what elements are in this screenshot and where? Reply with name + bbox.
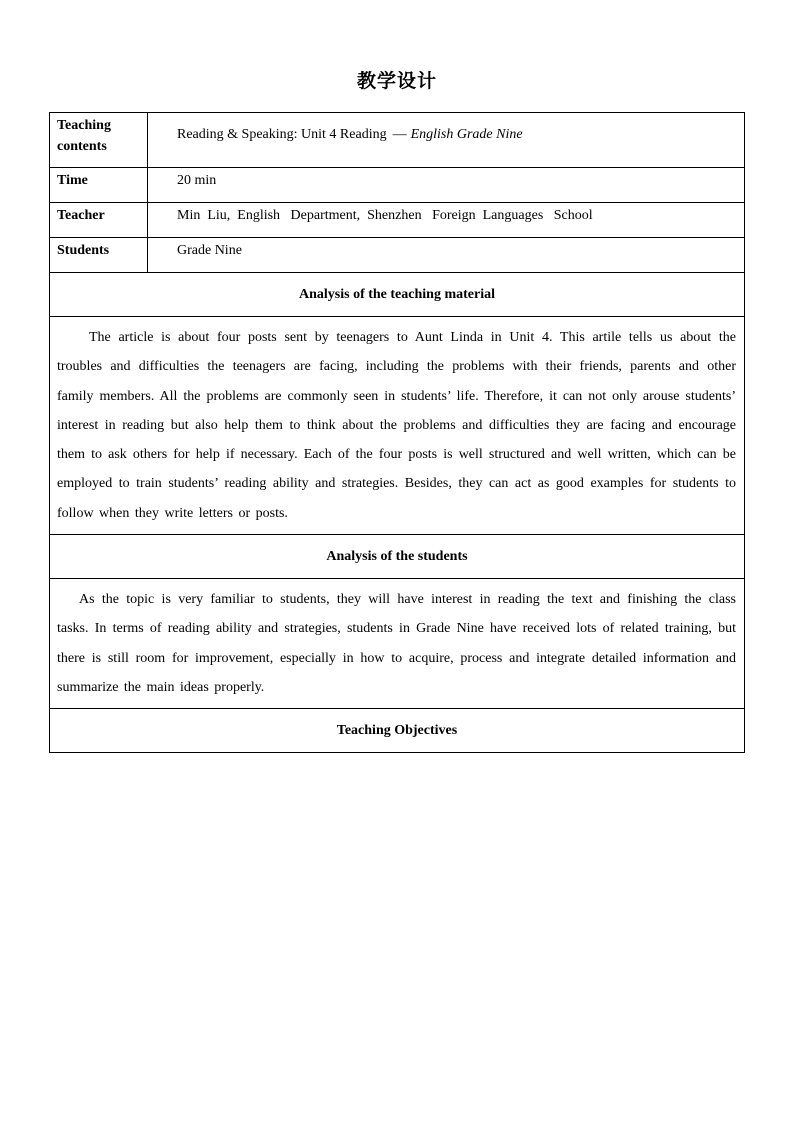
time-value: 20 min — [148, 168, 745, 203]
teaching-contents-dash: — — [392, 127, 407, 142]
students-analysis-cell — [50, 579, 745, 709]
table-row — [50, 203, 745, 238]
students-analysis-text: As the topic is very familiar to students, they will have interest in reading the text and finishing the class tasks. In terms of reading ability and strategies, students in Grade Nine have received lots of related training, but there is still room for improvement, especially in how to acquire, process and integrate detailed information and summarize the main ideas properly. — [57, 592, 736, 695]
document-title: 教学设计 — [356, 70, 437, 92]
teacher-value: Min Liu, English Department, Shenzhen Foreign Languages School — [148, 203, 745, 238]
lesson-plan-table — [49, 112, 745, 753]
teacher-label: Teacher — [50, 203, 148, 238]
teaching-contents-label: Teaching contents — [50, 113, 148, 168]
students-analysis-heading: Analysis of the students — [50, 535, 745, 579]
material-analysis-text: The article is about four posts sent by teenagers to Aunt Linda in Unit 4. This artile tells us about the troubles and difficulties the teenagers are facing, including the problems with their friends, parents and other family members. All the problems are commonly seen in students’ life. Therefore, it can not only arouse students’ interest in reading but also help them to think about the problems and difficulties they are facing and encourage them to ask others for help if necessary. Each of the four posts is well structured and well written, which can be employed to train students’ reading ability and strategies. Besides, they can act as good examples for students to follow when they write letters or posts. — [57, 330, 736, 521]
table-row — [50, 709, 745, 753]
table-row — [50, 238, 745, 273]
time-label: Time — [50, 168, 148, 203]
material-analysis-heading: Analysis of the teaching material — [50, 273, 745, 317]
table-row — [50, 579, 745, 709]
table-row — [50, 535, 745, 579]
table-row — [50, 168, 745, 203]
table-row — [50, 273, 745, 317]
teaching-contents-value — [148, 113, 745, 168]
teaching-contents-grade: English Grade Nine — [410, 127, 523, 142]
teaching-objectives-heading: Teaching Objectives — [50, 709, 745, 753]
students-label: Students — [50, 238, 148, 273]
students-value: Grade Nine — [148, 238, 745, 273]
table-row — [50, 317, 745, 535]
table-row — [50, 113, 745, 168]
material-analysis-cell — [50, 317, 745, 535]
teaching-contents-main: Reading & Speaking: Unit 4 Reading — [177, 127, 387, 142]
